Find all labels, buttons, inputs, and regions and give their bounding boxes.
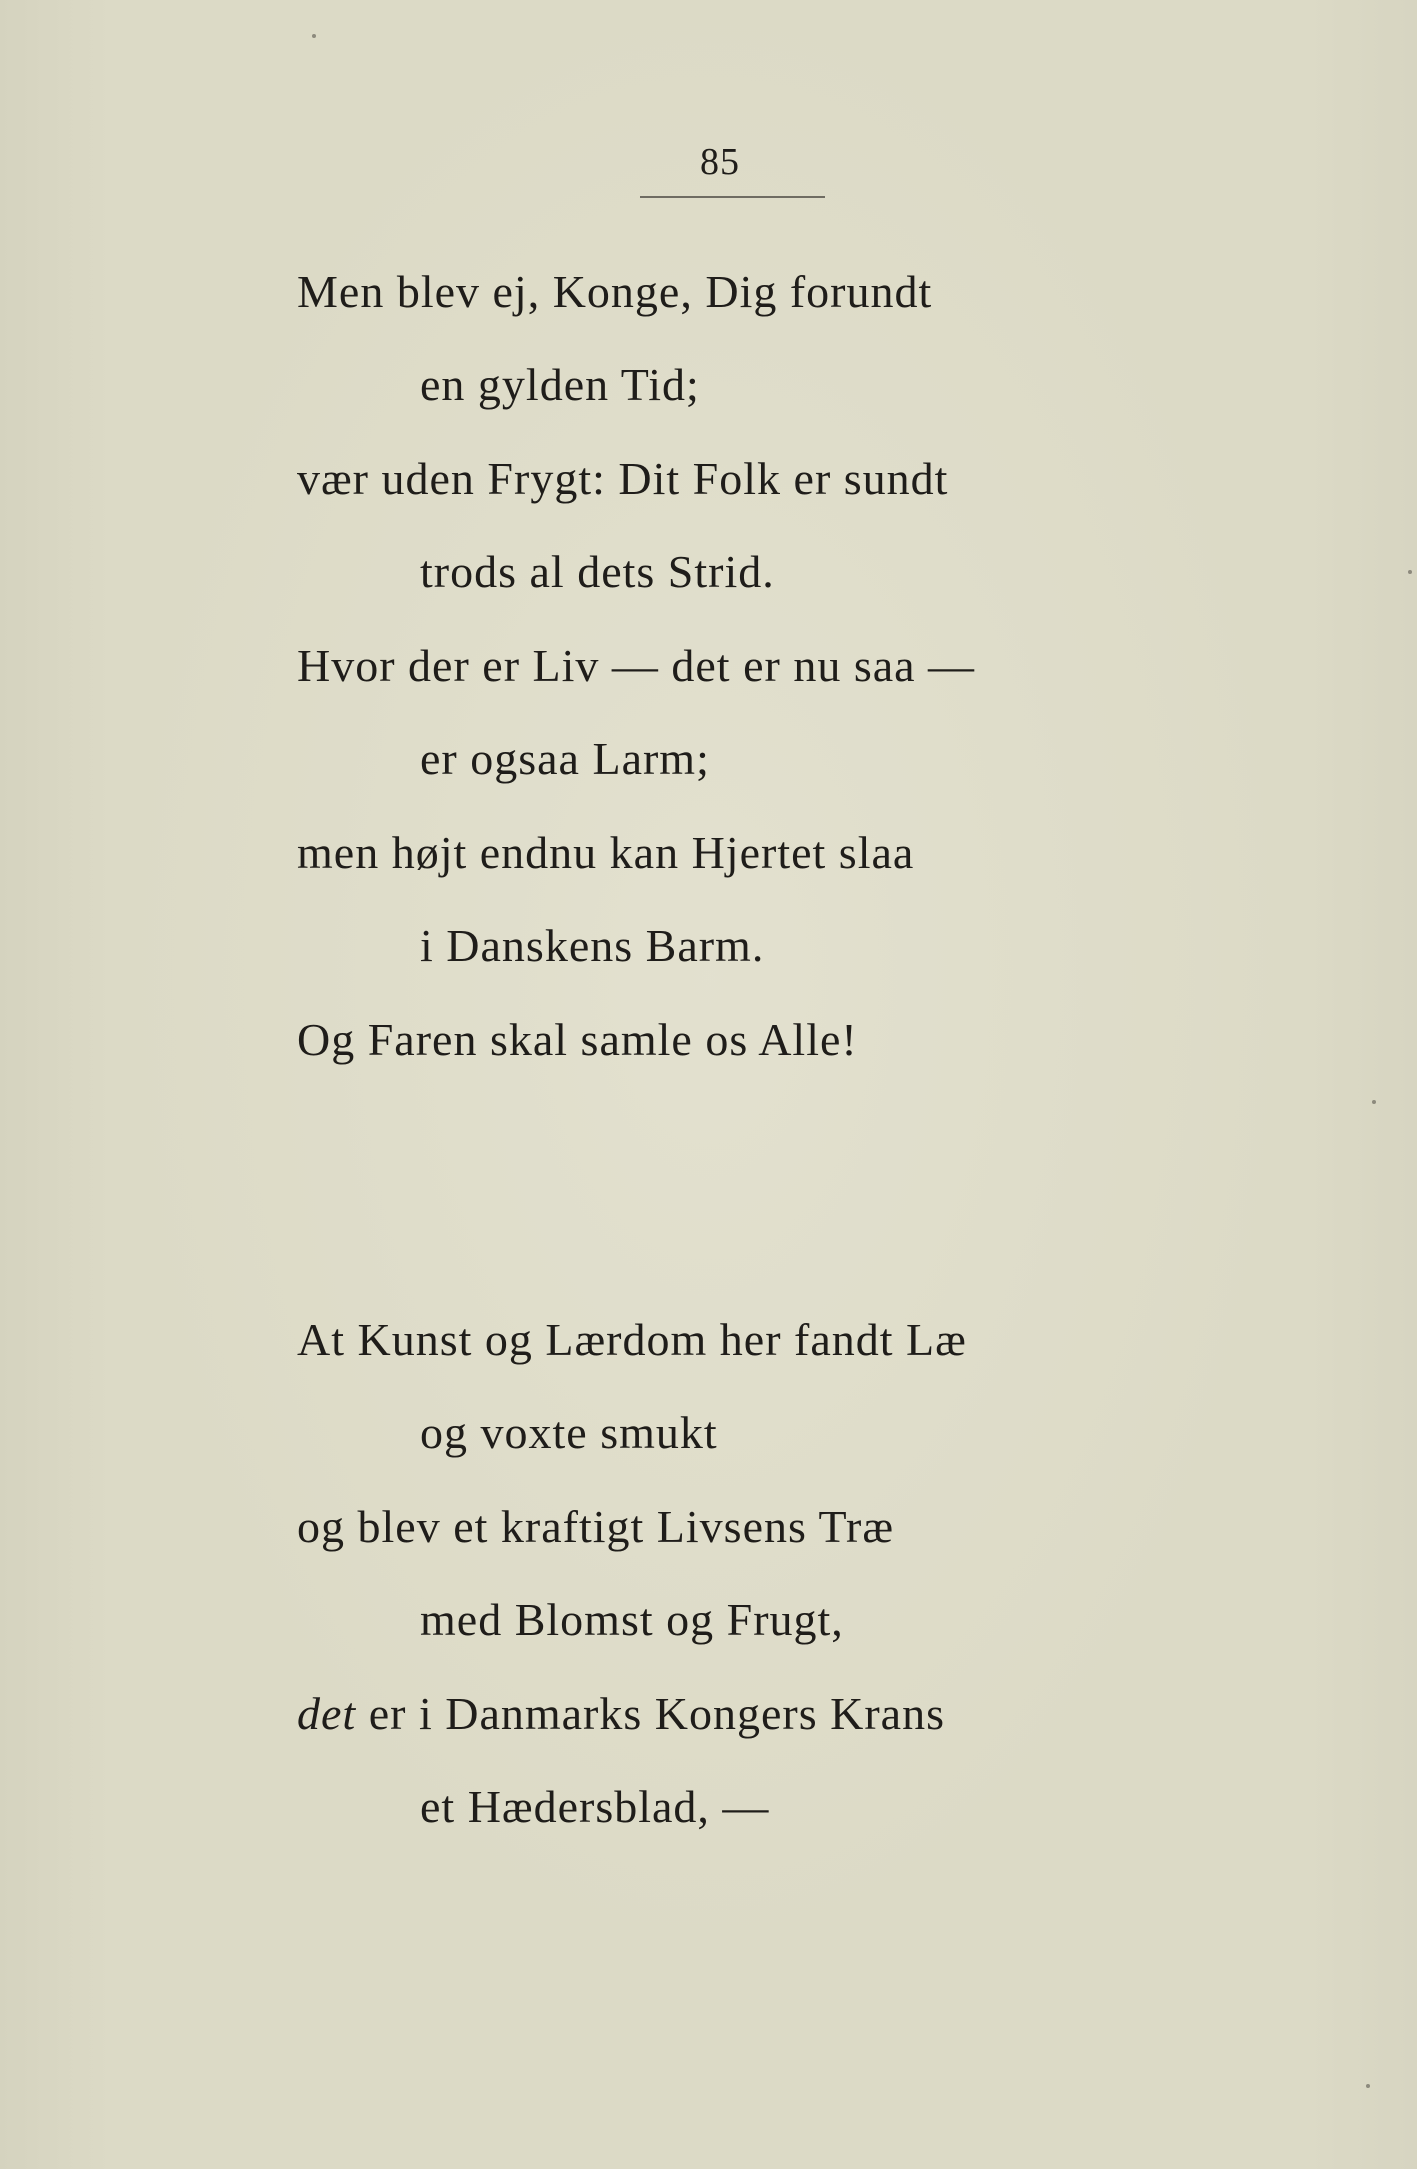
verse-line — [297, 1687, 945, 1740]
verse-line: i Danskens Barm. — [420, 920, 765, 971]
page-number-rule — [640, 196, 825, 198]
verse-line: med Blomst og Frugt, — [420, 1594, 844, 1645]
verse-line-rest: er i Danmarks Kongers Krans — [368, 1688, 945, 1739]
emphasized-word: det — [297, 1688, 357, 1739]
verse-line: Og Faren skal samle os Alle! — [297, 1014, 858, 1065]
verse-line: trods al dets Strid. — [420, 546, 775, 597]
paper-speck — [1366, 2084, 1370, 2088]
paper-speck — [312, 34, 316, 38]
verse-line: Men blev ej, Konge, Dig forundt — [297, 266, 933, 317]
verse-line: og voxte smukt — [420, 1407, 718, 1458]
verse-line: vær uden Frygt: Dit Folk er sundt — [297, 453, 949, 504]
verse-line: Hvor der er Liv — det er nu saa — — [297, 640, 976, 691]
verse-line: og blev et kraftigt Livsens Træ — [297, 1501, 895, 1552]
verse-line: et Hædersblad, — — [420, 1781, 770, 1832]
verse-line: er ogsaa Larm; — [420, 733, 710, 784]
verse-line: men højt endnu kan Hjertet slaa — [297, 827, 915, 878]
paper-speck — [1372, 1100, 1376, 1104]
verse-line: en gylden Tid; — [420, 359, 700, 410]
paper-speck — [1408, 570, 1412, 574]
verse-line: At Kunst og Lærdom her fandt Læ — [297, 1314, 967, 1365]
page-number: 85 — [700, 141, 740, 183]
